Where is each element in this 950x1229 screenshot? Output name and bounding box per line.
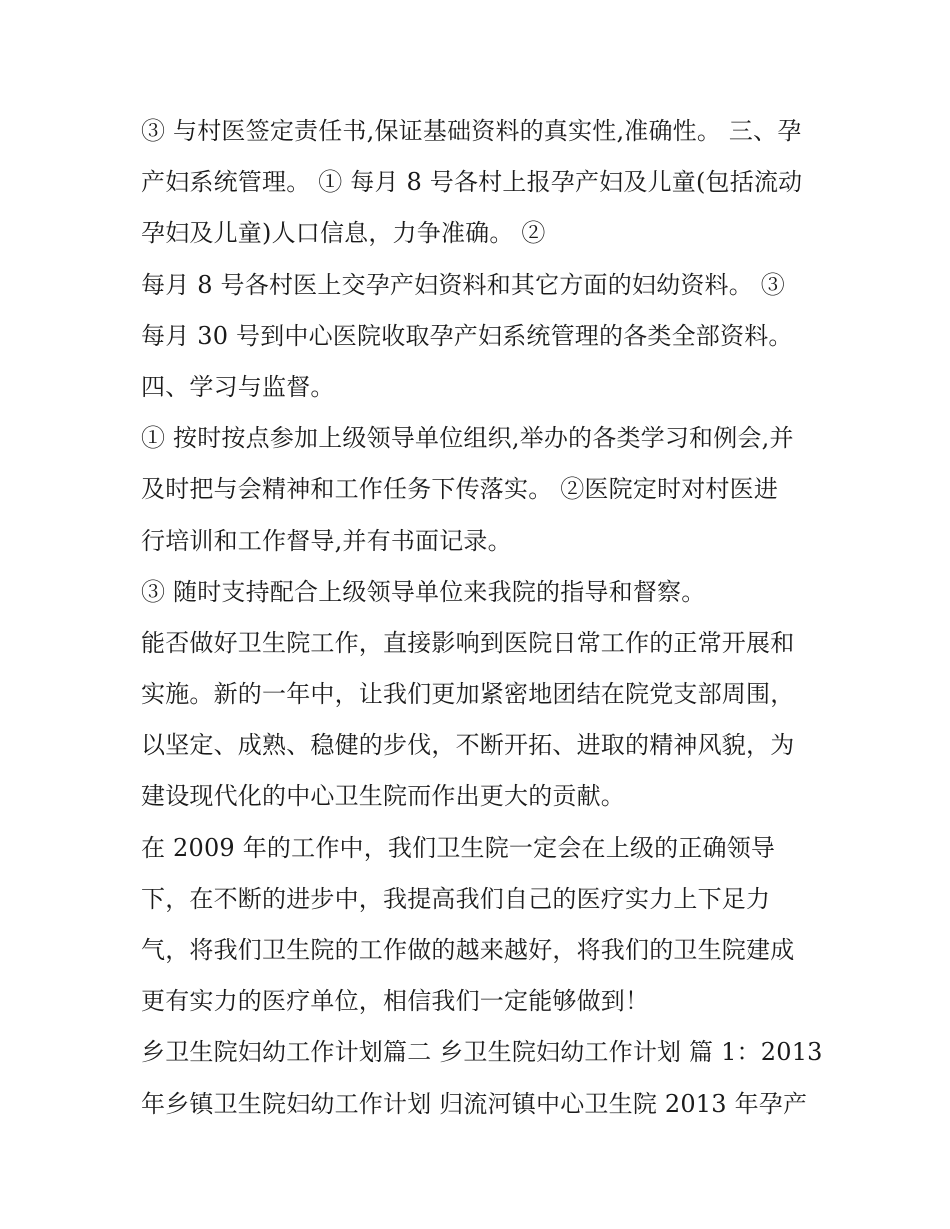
text-line: ③ 随时支持配合上级领导单位来我院的指导和督察。 bbox=[141, 577, 706, 606]
text-line: 下，在不断的进步中，我提高我们自己的医疗实力上下足力 bbox=[141, 884, 771, 913]
text-line: 更有实力的医疗单位，相信我们一定能够做到！ bbox=[141, 987, 650, 1016]
text-line: 每月 8 号各村医上交孕产妇资料和其它方面的妇幼资料。 ③ bbox=[141, 270, 785, 299]
text-line: 能否做好卫生院工作，直接影响到医院日常工作的正常开展和 bbox=[141, 628, 795, 657]
text-line: 实施。新的一年中，让我们更加紧密地团结在院党支部周围， bbox=[141, 680, 795, 709]
text-line: 每月 30 号到中心医院收取孕产妇系统管理的各类全部资料。 bbox=[141, 321, 793, 350]
text-line: 产妇系统管理。 ① 每月 8 号各村上报孕产妇及儿童(包括流动 bbox=[141, 168, 803, 197]
text-line: 气，将我们卫生院的工作做的越来越好，将我们的卫生院建成 bbox=[141, 936, 795, 964]
text-line: 年乡镇卫生院妇幼工作计划 归流河镇中心卫生院 2013 年孕产 bbox=[141, 1089, 808, 1118]
document-body bbox=[141, 106, 821, 1130]
text-line: 建设现代化的中心卫生院而作出更大的贡献。 bbox=[141, 782, 625, 811]
section-heading: 四、学习与监督。 bbox=[141, 372, 335, 401]
text-line: 乡卫生院妇幼工作计划篇二 乡卫生院妇幼工作计划 篇 1：2013 bbox=[141, 1038, 823, 1067]
text-line: 在 2009 年的工作中，我们卫生院一定会在上级的正确领导 bbox=[141, 833, 776, 862]
text-line: 孕妇及儿童)人口信息，力争准确。 ② bbox=[141, 219, 546, 248]
text-line: 以坚定、成熟、稳健的步伐，不断开拓、进取的精神风貌，为 bbox=[141, 731, 795, 760]
text-line: ③ 与村医签定责任书,保证基础资料的真实性,准确性。 三、孕 bbox=[141, 117, 802, 145]
text-line: ① 按时按点参加上级领导单位组织,举办的各类学习和例会,并 bbox=[141, 424, 794, 453]
text-line: 行培训和工作督导,并有书面记录。 bbox=[141, 526, 512, 555]
text-line: 及时把与会精神和工作任务下传落实。 ②医院定时对村医进 bbox=[141, 475, 779, 504]
